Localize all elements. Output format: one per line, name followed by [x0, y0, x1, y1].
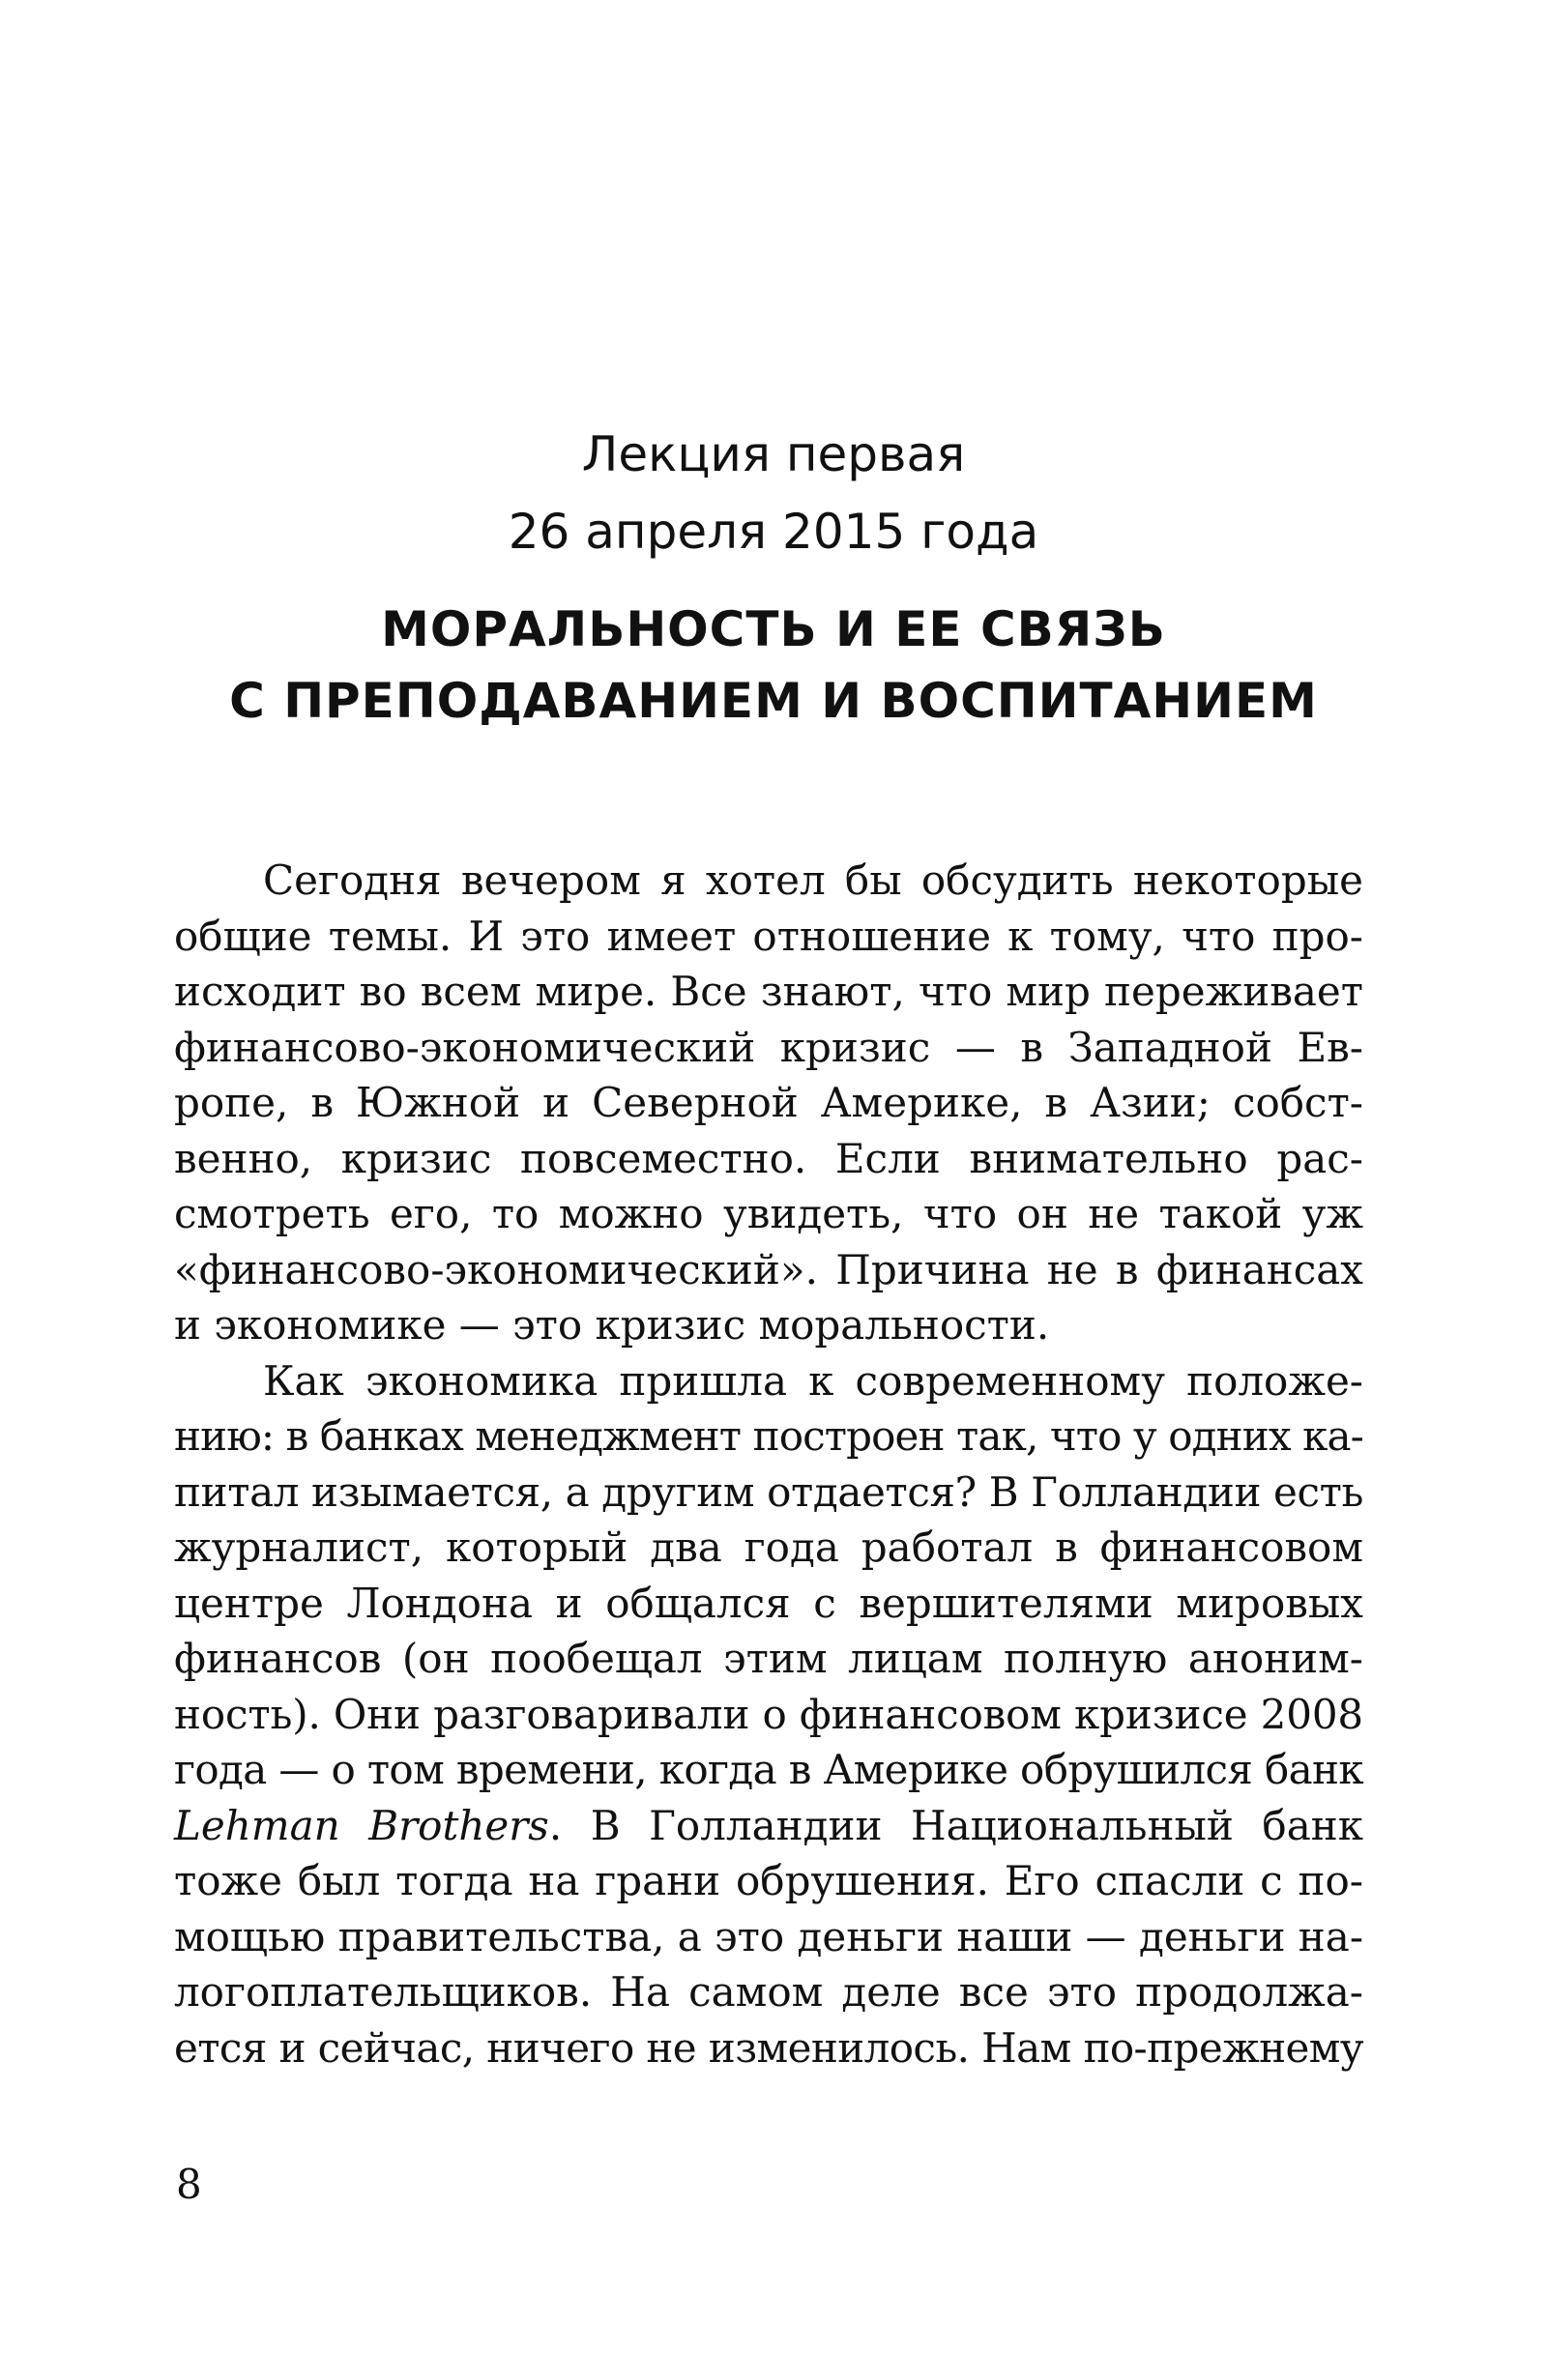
text-line: общие темы. И это имеет отношение к тому, что про- [174, 912, 1363, 960]
text-line: журналист, который два года работал в финансовом [174, 1524, 1363, 1571]
chapter-title-line-1: МОРАЛЬНОСТЬ И ЕЕ СВЯЗЬ [381, 601, 1166, 657]
text-line: ность). Они разговаривали о финансовом кризисе 2008 [174, 1690, 1363, 1738]
text-line: финансово-экономический кризис — в Западной Ев- [174, 1023, 1363, 1071]
text-line: и экономике — это кризис моральности. [174, 1301, 1050, 1349]
text-line: логоплательщиков. На самом деле все это продолжа- [174, 1968, 1363, 2016]
text-line: Как экономика пришла к современному положе- [263, 1356, 1363, 1405]
text-line: ется и сейчас, ничего не изменилось. Нам по-прежнему [174, 2023, 1363, 2072]
paragraph-2 [174, 1353, 1363, 2076]
chapter-title [0, 594, 1547, 737]
lecture-date: 26 апреля 2015 года [508, 504, 1039, 560]
text-line-with-italic [174, 1798, 1363, 1854]
text-line: финансов (он пообещал этим лицам полную аноним- [174, 1635, 1363, 1682]
text-line: питал изымается, а другим отдается? В Голландии есть [174, 1467, 1363, 1516]
text-line: «финансово-экономический». Причина не в финансах [174, 1245, 1363, 1293]
body-text [174, 853, 1363, 2075]
italic-company-name: Lehman Brothers [174, 1801, 549, 1849]
text-fragment: . В Голландии Национальный банк [548, 1801, 1363, 1849]
chapter-title-line-2: С ПРЕПОДАВАНИЕМ И ВОСПИТАНИЕМ [229, 673, 1318, 729]
text-line: Сегодня вечером я хотел бы обсудить некоторые [263, 856, 1363, 904]
text-line: центре Лондона и общался с вершителями мировых [174, 1579, 1363, 1627]
page-number: 8 [176, 2161, 202, 2208]
text-line: смотреть его, то можно увидеть, что он не такой уж [174, 1190, 1363, 1237]
text-line: ропе, в Южной и Северной Америке, в Азии; собст- [174, 1079, 1363, 1126]
text-line: исходит во всем мире. Все знают, что мир переживает [174, 968, 1363, 1015]
lecture-number: Лекция первая [581, 426, 966, 482]
text-line: венно, кризис повсеместно. Если внимательно рас- [174, 1134, 1363, 1182]
text-line: нию: в банках менеджмент построен так, что у одних ка- [174, 1412, 1363, 1460]
paragraph-1 [174, 853, 1363, 1353]
text-line: года — о том времени, когда в Америке обрушился банк [174, 1746, 1363, 1793]
text-line: тоже был тогда на грани обрушения. Его спасли с по- [174, 1857, 1363, 1904]
text-line: мощью правительства, а это деньги наши — деньги на- [174, 1912, 1363, 1960]
